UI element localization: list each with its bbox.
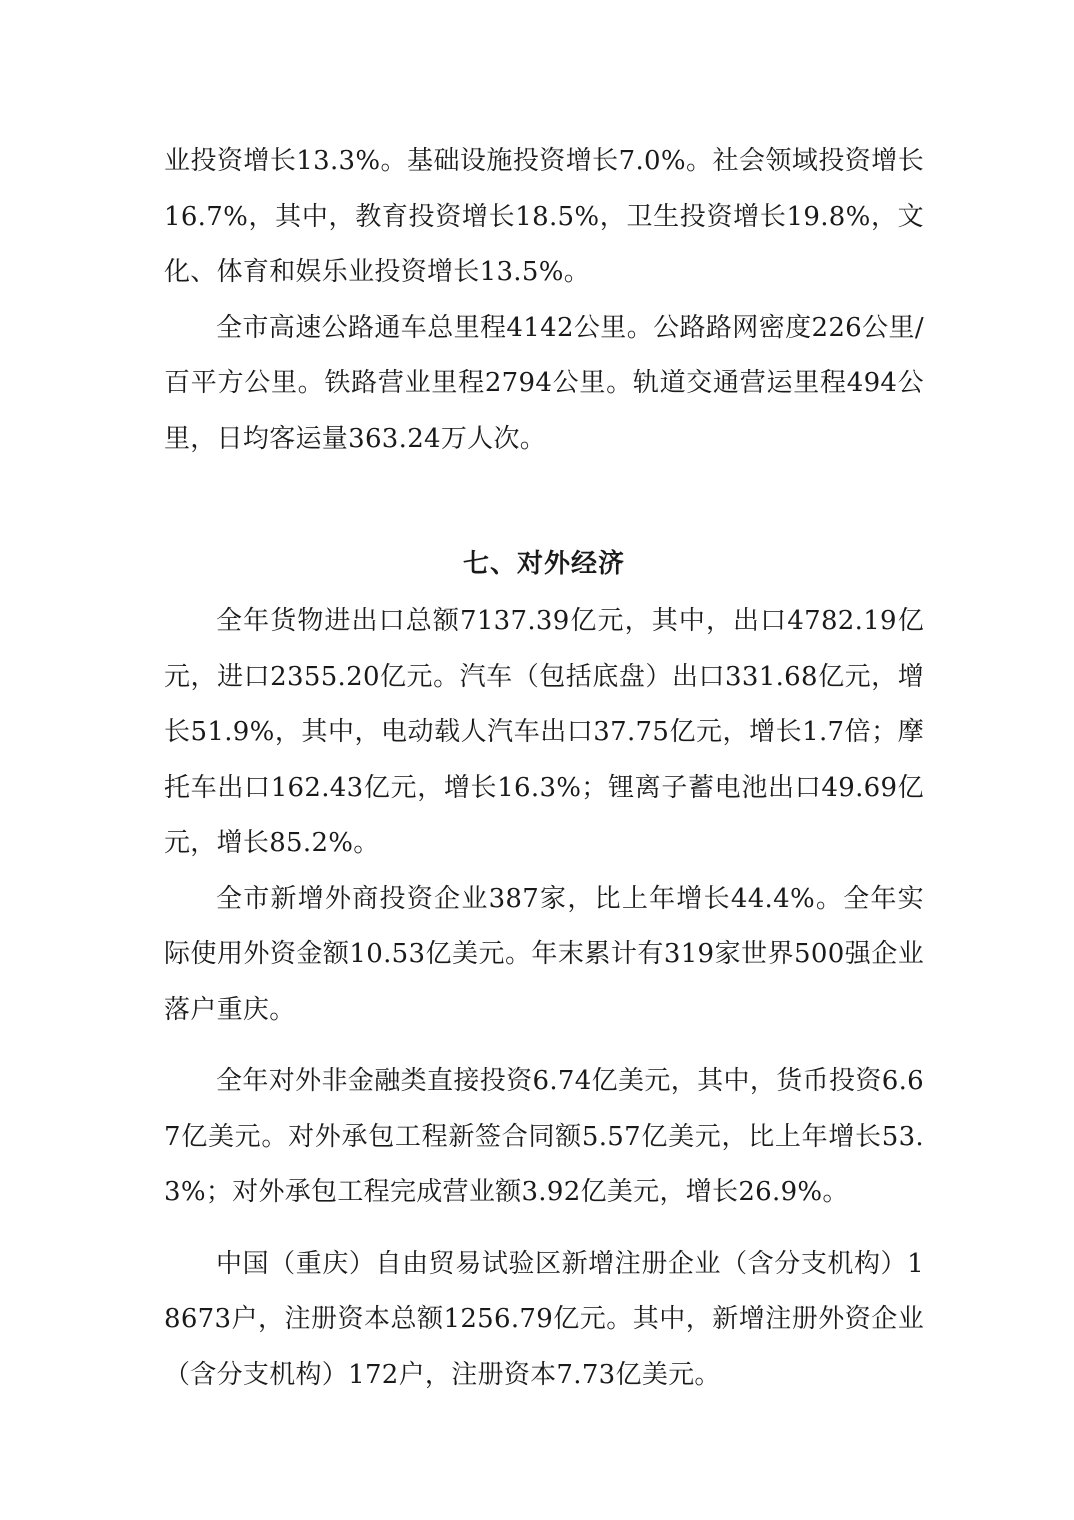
paragraph-free-trade-zone: 中国（重庆）自由贸易试验区新增注册企业（含分支机构）18673户，注册资本总额1256.79亿元。其中，新增注册外资企业（含分支机构）172户，注册资本7.73亿美元。 (164, 1248, 924, 1390)
paragraph-investment-growth: 业投资增长13.3%。基础设施投资增长7.0%。社会领域投资增长16.7%，其中，教育投资增长18.5%，卫生投资增长19.8%，文化、体育和娱乐业投资增长13.5%。 (164, 146, 924, 287)
paragraph-foreign-investment: 全市新增外商投资企业387家，比上年增长44.4%。全年实际使用外资金额10.53亿美元。年末累计有319家世界500强企业落户重庆。 (164, 883, 924, 1025)
paragraph-outbound-investment: 全年对外非金融类直接投资6.74亿美元，其中，货币投资6.67亿美元。对外承包工程新签合同额5.57亿美元，比上年增长53.3%；对外承包工程完成营业额3.92亿美元，增长26.9%。 (164, 1066, 924, 1207)
paragraph-spacer (164, 1038, 924, 1054)
document-body (164, 134, 924, 1403)
paragraph-transport: 全市高速公路通车总里程4142公里。公路路网密度226公里/百平方公里。铁路营业里程2794公里。轨道交通营运里程494公里，日均客运量363.24万人次。 (164, 312, 924, 454)
section-heading: 七、对外经济 (462, 549, 625, 579)
paragraph-trade: 全年货物进出口总额7137.39亿元，其中，出口4782.19亿元，进口2355.20亿元。汽车（包括底盘）出口331.68亿元，增长51.9%，其中，电动载人汽车出口37.75亿元，增长1.7倍；摩托车出口162.43亿元，增长16.3%；锂离子蓄电池出口49.69亿元，增长85.2%。 (164, 606, 924, 858)
section-spacer (164, 467, 924, 534)
paragraph-spacer (164, 1221, 924, 1237)
